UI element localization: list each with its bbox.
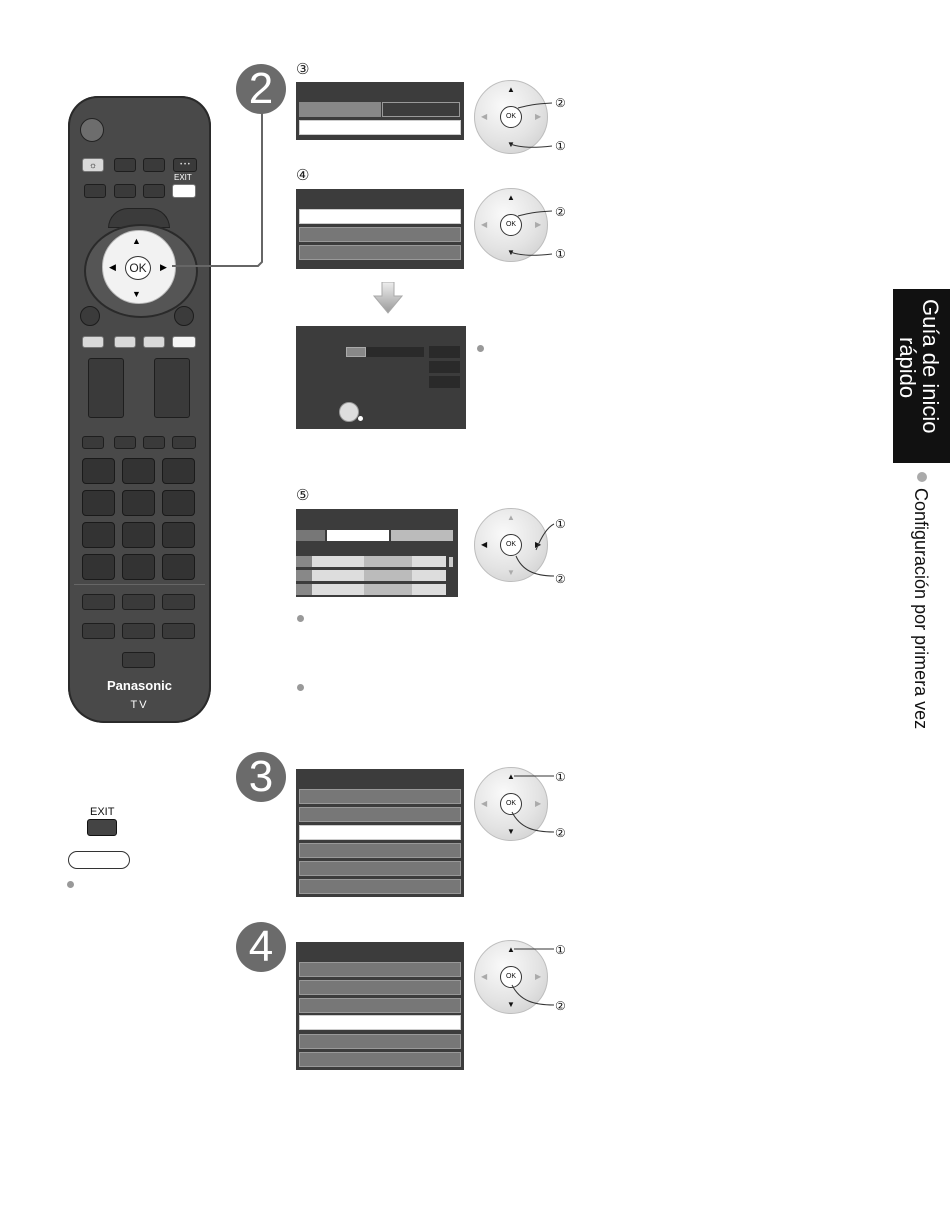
step-2-badge: 2 [236, 64, 286, 114]
number-key[interactable] [122, 490, 155, 516]
menu-screen-mockup [296, 769, 464, 897]
menu-bar [299, 980, 461, 995]
remote-button[interactable] [122, 623, 155, 639]
down-arrow-icon [373, 282, 403, 314]
up-arrow-icon: ▲ [507, 945, 515, 954]
down-arrow-icon: ▼ [507, 827, 515, 836]
info-button[interactable]: • • • [173, 158, 197, 172]
section-bullet [917, 472, 927, 482]
number-key[interactable] [162, 458, 195, 484]
right-arrow-icon: ▶ [535, 112, 542, 121]
callout-2: ② [555, 96, 566, 110]
connector-line [170, 100, 270, 275]
scrollbar[interactable] [449, 557, 453, 567]
substep-5-label: ⑤ [296, 487, 310, 504]
callout-lines [500, 206, 560, 260]
power-button[interactable] [80, 118, 104, 142]
callout-lines [500, 943, 560, 1013]
bullet-dot [477, 345, 484, 352]
menu-bar-highlight [299, 209, 461, 224]
guide-tab-line2: rápido [895, 337, 920, 399]
callout-lines [500, 770, 560, 840]
up-arrow-icon[interactable]: ▲ [132, 236, 141, 246]
ok-button: OK [500, 214, 522, 236]
right-arrow-icon: ▶ [535, 220, 542, 229]
menu-bar [299, 861, 461, 876]
channel-rocker[interactable] [154, 358, 190, 418]
right-arrow-icon: ▶ [535, 540, 542, 549]
count-box [429, 346, 460, 358]
number-key[interactable] [162, 554, 195, 580]
screen-mockup [296, 82, 464, 140]
channel-list-mockup [296, 509, 458, 597]
left-arrow-icon: ◀ [481, 799, 488, 808]
scan-screen-mockup [296, 326, 466, 429]
remote-button[interactable] [114, 184, 136, 198]
remote-button[interactable] [82, 594, 115, 610]
remote-button[interactable] [82, 623, 115, 639]
screen-mockup [296, 189, 464, 269]
down-arrow-icon: ▼ [507, 1000, 515, 1009]
menu-bar [299, 998, 461, 1013]
menu-bar [299, 1052, 461, 1067]
number-key[interactable] [122, 458, 155, 484]
menu-bar [299, 807, 461, 822]
number-key[interactable] [122, 522, 155, 548]
menu-bar [299, 245, 461, 260]
color-button-yellow[interactable] [143, 336, 165, 348]
number-key[interactable] [82, 490, 115, 516]
number-key[interactable] [82, 554, 115, 580]
down-arrow-icon: ▼ [507, 248, 515, 257]
right-arrow-icon: ▶ [535, 972, 542, 981]
remote-button[interactable] [84, 184, 106, 198]
number-key[interactable] [82, 522, 115, 548]
remote-button[interactable] [114, 158, 136, 172]
left-arrow-icon[interactable]: ◀ [109, 262, 116, 272]
callout-2: ② [555, 999, 566, 1013]
menu-bar [299, 1034, 461, 1049]
remote-button[interactable] [162, 594, 195, 610]
callout-1: ① [555, 139, 566, 153]
left-arrow-icon: ◀ [481, 112, 488, 121]
menu-bar-highlight [299, 120, 461, 135]
ok-button: OK [500, 534, 522, 556]
remote-button[interactable] [82, 436, 104, 449]
step-4-badge: 4 [236, 922, 286, 972]
substep-4-label: ④ [296, 167, 310, 184]
list-row [296, 584, 446, 595]
number-key[interactable] [162, 522, 195, 548]
ok-button[interactable]: OK [125, 256, 151, 280]
remote-button[interactable] [143, 158, 165, 172]
volume-rocker[interactable] [88, 358, 124, 418]
progress-fill [346, 347, 366, 357]
menu-bar [382, 102, 460, 117]
menu-bar-selected [299, 102, 381, 117]
up-arrow-icon: ▲ [507, 85, 515, 94]
tab [391, 530, 453, 541]
menu-bar [299, 879, 461, 894]
menu-bar-highlight [299, 825, 461, 840]
up-arrow-icon: ▲ [507, 772, 515, 781]
remote-button[interactable] [162, 623, 195, 639]
ok-button: OK [500, 966, 522, 988]
progress-track [366, 347, 424, 357]
mini-dpad-icon [339, 402, 359, 422]
remote-button[interactable] [114, 436, 136, 449]
right-arrow-icon[interactable]: ▶ [160, 262, 167, 272]
exit-button[interactable] [87, 819, 117, 836]
round-button-right[interactable] [174, 306, 194, 326]
menu-bar [299, 843, 461, 858]
substep-3-label: ③ [296, 61, 310, 78]
ok-button: OK [500, 106, 522, 128]
tab-selected [296, 530, 325, 541]
guide-tab-line1: Guía de inicio [918, 299, 943, 434]
bullet-dot [297, 684, 304, 691]
exit-label: EXIT [90, 806, 115, 818]
callout-2: ② [555, 572, 566, 586]
callout-2: ② [555, 826, 566, 840]
section-title: Configuración por primera vez [911, 488, 931, 730]
callout-1: ① [555, 247, 566, 261]
list-row [296, 556, 446, 567]
callout-lines [500, 520, 560, 582]
remote-button[interactable] [143, 436, 165, 449]
color-button-red[interactable] [82, 336, 104, 348]
down-arrow-icon: ▼ [507, 140, 515, 149]
callout-1: ① [555, 943, 566, 957]
list-row [296, 570, 446, 581]
ok-button: OK [500, 793, 522, 815]
right-arrow-icon: ▶ [535, 799, 542, 808]
down-arrow-icon[interactable]: ▼ [132, 289, 141, 299]
number-key[interactable] [82, 458, 115, 484]
mini-dot [358, 416, 363, 421]
bullet-dot [297, 615, 304, 622]
callout-1: ① [555, 770, 566, 784]
callout-lines [500, 98, 560, 152]
oval-button[interactable] [68, 851, 130, 869]
model-label: TV [130, 699, 149, 711]
callout-1: ① [555, 517, 566, 531]
left-arrow-icon: ◀ [481, 220, 488, 229]
up-arrow-icon: ▲ [507, 193, 515, 202]
step-3-badge: 3 [236, 752, 286, 802]
up-arrow-icon: ▲ [507, 513, 515, 522]
brand-logo: Panasonic [106, 678, 173, 693]
menu-screen-mockup [296, 942, 464, 1070]
callout-2: ② [555, 205, 566, 219]
menu-bar [299, 789, 461, 804]
menu-bar-highlight [299, 1015, 461, 1030]
color-button-blue[interactable] [172, 336, 196, 348]
count-box [429, 376, 460, 388]
remote-button[interactable] [172, 436, 196, 449]
tab-white [327, 530, 389, 541]
menu-bar [299, 227, 461, 242]
exit-label: EXIT [174, 173, 192, 182]
left-arrow-icon: ◀ [481, 972, 488, 981]
light-button[interactable]: ☼ [82, 158, 104, 172]
divider [74, 584, 205, 585]
count-box [429, 361, 460, 373]
remote-button[interactable] [122, 652, 155, 668]
remote-button[interactable] [122, 594, 155, 610]
bullet-dot [67, 881, 74, 888]
round-button-left[interactable] [80, 306, 100, 326]
number-key[interactable] [162, 490, 195, 516]
color-button-green[interactable] [114, 336, 136, 348]
left-arrow-icon: ◀ [481, 540, 488, 549]
down-arrow-icon: ▼ [507, 568, 515, 577]
number-key[interactable] [122, 554, 155, 580]
remote-button[interactable] [143, 184, 165, 198]
menu-bar [299, 962, 461, 977]
